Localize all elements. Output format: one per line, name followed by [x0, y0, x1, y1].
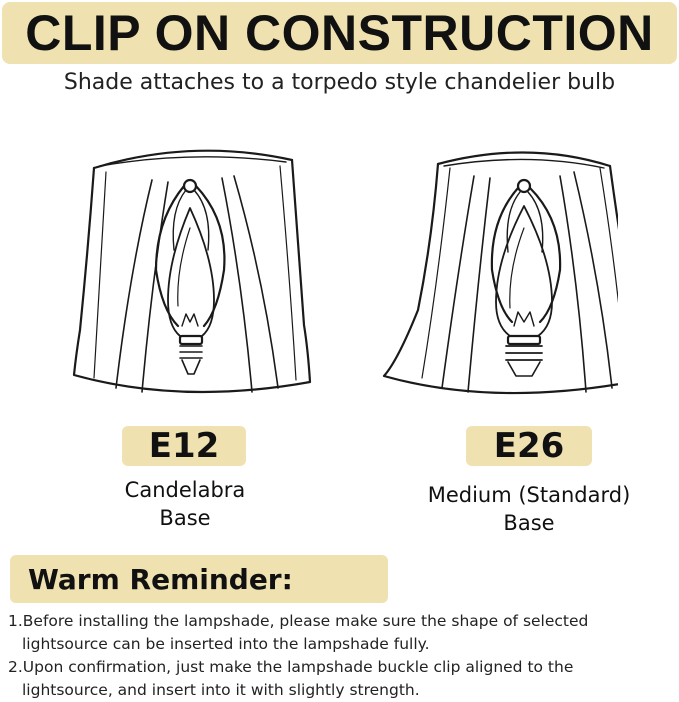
e26-code: E26 [493, 426, 565, 466]
e12-base-label [100, 476, 270, 532]
warm-reminder-title: Warm Reminder: [28, 562, 293, 596]
page-title: CLIP ON CONSTRUCTION [25, 5, 654, 61]
note-2-line-2: lightsource, and insert into it with slightly strength. [22, 681, 420, 699]
lampshade-e12-illustration [72, 130, 312, 405]
e12-code-badge [122, 426, 246, 466]
e12-base-line1: Candelabra [124, 478, 246, 502]
shade-body-outline [74, 160, 310, 392]
title-banner [2, 2, 677, 64]
e26-code-badge [466, 426, 592, 466]
bulb-glass [168, 208, 214, 336]
e12-code: E12 [148, 426, 220, 466]
e26-base-label [398, 481, 660, 537]
note-1-line-2: lightsource can be inserted into the lampshade fully. [22, 635, 430, 653]
reminder-notes [8, 610, 672, 702]
clip-wire-left [156, 186, 184, 326]
warm-reminder-banner [10, 555, 388, 603]
page-subtitle: Shade attaches to a torpedo style chandelier bulb [63, 70, 616, 95]
note-2-line-1: 2.Upon confirmation, just make the lampshade buckle clip aligned to the [8, 658, 574, 676]
e26-base-line2: Base [503, 511, 555, 535]
e26-base-line1: Medium (Standard) [427, 483, 631, 507]
lampshade-e26-illustration [378, 130, 618, 405]
clip-wire-right [196, 186, 224, 326]
note-1-line-1: 1.Before installing the lampshade, please make sure the shape of selected [8, 612, 589, 630]
e12-base-line2: Base [159, 506, 211, 530]
